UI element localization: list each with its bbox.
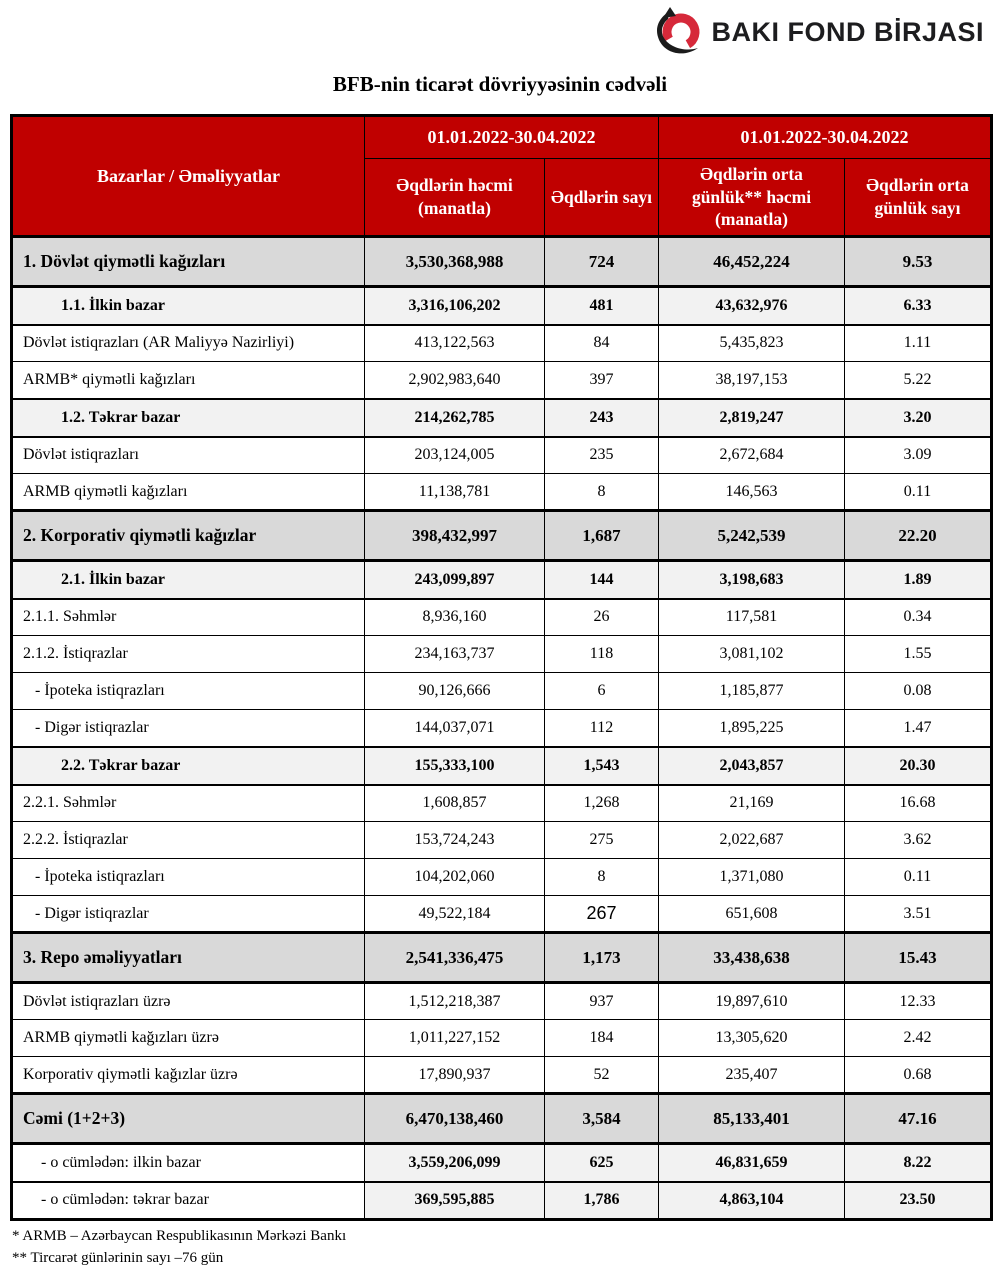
row-value: 9.53 [845,237,992,287]
row-value: 625 [545,1144,659,1182]
table-row [12,287,992,325]
row-value: 0.08 [845,673,992,710]
row-value: 8 [545,859,659,896]
row-label: 3. Repo əməliyyatları [12,933,365,983]
row-value: 1.89 [845,561,992,599]
row-label: Cəmi (1+2+3) [12,1094,365,1144]
row-label: - İpoteka istiqrazları [12,673,365,710]
row-value: 1,687 [545,511,659,561]
table-row [12,673,992,710]
table-row [12,1057,992,1094]
row-label: - Digər istiqrazlar [12,710,365,747]
row-value: 4,863,104 [659,1182,845,1220]
row-value: 20.30 [845,747,992,785]
row-value: 3,081,102 [659,636,845,673]
row-value: 146,563 [659,474,845,511]
table-row [12,933,992,983]
row-value: 275 [545,822,659,859]
row-label: 1. Dövlət qiymətli kağızları [12,237,365,287]
table-row [12,237,992,287]
row-value: 243 [545,399,659,437]
row-value: 3.62 [845,822,992,859]
row-value: 5,435,823 [659,325,845,362]
row-value: 47.16 [845,1094,992,1144]
row-label: Korporativ qiymətli kağızlar üzrə [12,1057,365,1094]
row-value: 3,559,206,099 [365,1144,545,1182]
row-value: 21,169 [659,785,845,822]
row-label: 2. Korporativ qiymətli kağızlar [12,511,365,561]
row-value: 43,632,976 [659,287,845,325]
row-value: 2,043,857 [659,747,845,785]
table-row [12,859,992,896]
row-label: - İpoteka istiqrazları [12,859,365,896]
table-row [12,822,992,859]
row-value: 49,522,184 [365,896,545,933]
row-value: 397 [545,362,659,399]
row-value: 85,133,401 [659,1094,845,1144]
row-value: 46,452,224 [659,237,845,287]
row-value: 184 [545,1020,659,1057]
table-row [12,1094,992,1144]
row-value: 1,543 [545,747,659,785]
row-value: 5.22 [845,362,992,399]
row-label: 2.1.2. İstiqrazlar [12,636,365,673]
row-value: 104,202,060 [365,859,545,896]
row-value: 38,197,153 [659,362,845,399]
row-label: - Digər istiqrazlar [12,896,365,933]
row-value: 651,608 [659,896,845,933]
footnote-trading-days: ** Tircarət günlərinin sayı –76 gün [12,1249,224,1266]
row-value: 1,608,857 [365,785,545,822]
table-row [12,1020,992,1057]
row-label: 2.1. İlkin bazar [12,561,365,599]
row-value: 1,512,218,387 [365,983,545,1020]
row-value: 2,902,983,640 [365,362,545,399]
row-value: 17,890,937 [365,1057,545,1094]
table-row [12,599,992,636]
row-value: 1,173 [545,933,659,983]
row-value: 1,895,225 [659,710,845,747]
footnotes [12,1226,1000,1270]
column-header-volume: Əqdlərin həcmi (manatla) [365,159,545,237]
row-value: 937 [545,983,659,1020]
row-value: 724 [545,237,659,287]
row-label: Dövlət istiqrazları [12,437,365,474]
row-value: 235 [545,437,659,474]
row-label: 1.1. İlkin bazar [12,287,365,325]
row-value: 84 [545,325,659,362]
row-value: 6.33 [845,287,992,325]
row-value: 1.11 [845,325,992,362]
row-label: - o cümlədən: təkrar bazar [12,1182,365,1220]
row-value: 267 [545,896,659,933]
row-value: 118 [545,636,659,673]
table-row [12,710,992,747]
row-value: 3,584 [545,1094,659,1144]
table-row [12,561,992,599]
table-row [12,785,992,822]
row-value: 155,333,100 [365,747,545,785]
corner-header: Bazarlar / Əməliyyatlar [12,116,365,237]
column-header-count: Əqdlərin sayı [545,159,659,237]
row-value: 234,163,737 [365,636,545,673]
row-value: 144 [545,561,659,599]
row-value: 1.47 [845,710,992,747]
row-value: 0.11 [845,859,992,896]
row-value: 0.34 [845,599,992,636]
table-row [12,896,992,933]
row-value: 33,438,638 [659,933,845,983]
row-value: 243,099,897 [365,561,545,599]
row-value: 11,138,781 [365,474,545,511]
row-value: 3,530,368,988 [365,237,545,287]
table-row [12,983,992,1020]
column-header-daily-count: Əqdlərin orta günlük sayı [845,159,992,237]
row-label: 2.1.1. Səhmlər [12,599,365,636]
row-value: 153,724,243 [365,822,545,859]
table-row [12,1144,992,1182]
row-value: 19,897,610 [659,983,845,1020]
row-value: 46,831,659 [659,1144,845,1182]
row-value: 90,126,666 [365,673,545,710]
row-label: 2.2.1. Səhmlər [12,785,365,822]
table-row [12,399,992,437]
row-value: 1.55 [845,636,992,673]
row-value: 3.20 [845,399,992,437]
row-value: 16.68 [845,785,992,822]
row-value: 52 [545,1057,659,1094]
page-title: BFB-nin ticarət dövriyyəsinin cədvəli [332,72,668,96]
table-row [12,437,992,474]
table-row [12,325,992,362]
row-value: 1,786 [545,1182,659,1220]
footnote-armb: * ARMB – Azərbaycan Respublikasının Mərkəzi Bankı [12,1228,347,1244]
row-value: 1,268 [545,785,659,822]
row-value: 2,672,684 [659,437,845,474]
row-value: 23.50 [845,1182,992,1220]
row-label: ARMB qiymətli kağızları [12,474,365,511]
row-value: 214,262,785 [365,399,545,437]
row-value: 413,122,563 [365,325,545,362]
period-header-2: 01.01.2022-30.04.2022 [659,116,992,159]
row-value: 8,936,160 [365,599,545,636]
row-value: 203,124,005 [365,437,545,474]
row-label: 2.2. Təkrar bazar [12,747,365,785]
row-value: 1,371,080 [659,859,845,896]
row-label: 2.2.2. İstiqrazlar [12,822,365,859]
brand-header [0,0,1000,56]
brand-name: BAKI FOND BİRJASI [711,16,984,47]
row-value: 3.51 [845,896,992,933]
row-value: 5,242,539 [659,511,845,561]
row-value: 3,316,106,202 [365,287,545,325]
row-value: 117,581 [659,599,845,636]
column-header-daily-volume: Əqdlərin orta günlük** həcmi (manatla) [659,159,845,237]
row-value: 369,595,885 [365,1182,545,1220]
row-value: 235,407 [659,1057,845,1094]
row-value: 0.68 [845,1057,992,1094]
row-value: 22.20 [845,511,992,561]
table-header [12,116,992,237]
row-value: 2,819,247 [659,399,845,437]
row-label: Dövlət istiqrazları (AR Maliyyə Nazirliyi) [12,325,365,362]
row-value: 12.33 [845,983,992,1020]
row-value: 3,198,683 [659,561,845,599]
table-row [12,511,992,561]
row-value: 6 [545,673,659,710]
row-value: 13,305,620 [659,1020,845,1057]
row-value: 6,470,138,460 [365,1094,545,1144]
row-label: ARMB* qiymətli kağızları [12,362,365,399]
table-row [12,1182,992,1220]
row-label: ARMB qiymətli kağızları üzrə [12,1020,365,1057]
table-row [12,362,992,399]
row-value: 481 [545,287,659,325]
period-header-row [12,116,992,159]
row-value: 8.22 [845,1144,992,1182]
table-row [12,636,992,673]
row-value: 26 [545,599,659,636]
row-value: 1,185,877 [659,673,845,710]
row-value: 144,037,071 [365,710,545,747]
table-body [12,237,992,1220]
row-value: 112 [545,710,659,747]
row-value: 0.11 [845,474,992,511]
turnover-table [10,114,993,1221]
table-row [12,747,992,785]
row-value: 2,541,336,475 [365,933,545,983]
row-value: 8 [545,474,659,511]
row-value: 1,011,227,152 [365,1020,545,1057]
row-value: 3.09 [845,437,992,474]
row-label: 1.2. Təkrar bazar [12,399,365,437]
bfb-logo-icon [648,7,704,57]
row-value: 398,432,997 [365,511,545,561]
row-value: 2.42 [845,1020,992,1057]
period-header-1: 01.01.2022-30.04.2022 [365,116,659,159]
table-row [12,474,992,511]
row-label: Dövlət istiqrazları üzrə [12,983,365,1020]
row-value: 15.43 [845,933,992,983]
row-label: - o cümlədən: ilkin bazar [12,1144,365,1182]
row-value: 2,022,687 [659,822,845,859]
